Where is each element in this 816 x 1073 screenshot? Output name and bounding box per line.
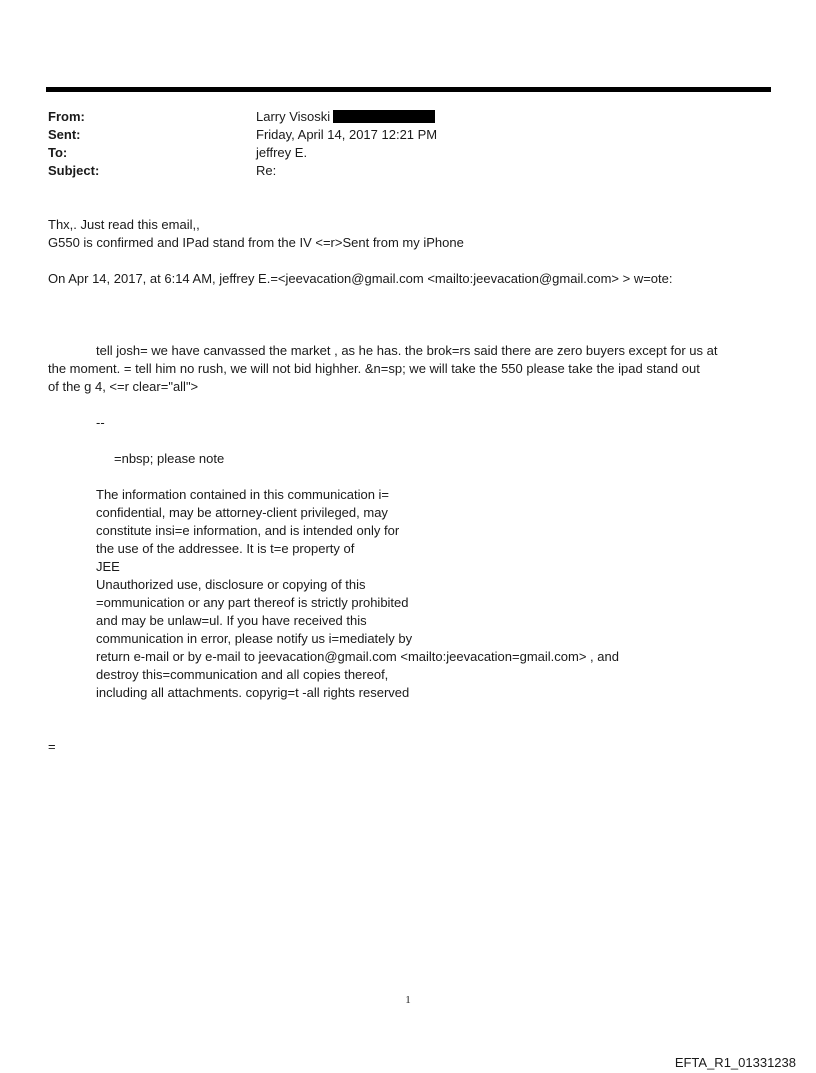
subject-label: Subject: xyxy=(48,163,100,178)
disclaimer-line: constitute insi=e information, and is intended only for xyxy=(96,523,400,538)
to-label: To: xyxy=(48,145,68,160)
disclaimer-line: including all attachments. copyrig=t -all rights reserved xyxy=(96,685,410,700)
page-number: 1 xyxy=(405,994,411,1006)
redaction-box xyxy=(333,110,435,123)
header-rule xyxy=(46,87,771,92)
trailing-equals: = xyxy=(48,739,56,754)
disclaimer-line: confidential, may be attorney-client privileged, may xyxy=(96,505,388,520)
disclaimer-line: destroy this=communication and all copies thereof, xyxy=(96,667,389,682)
disclaimer-line: return e-mail or by e-mail to jeevacation@gmail.com <mailto:jeevacation=gmail.com> , and xyxy=(96,649,619,664)
sent-value: Friday, April 14, 2017 12:21 PM xyxy=(256,127,438,142)
body-line-2: G550 is confirmed and IPad stand from the IV <=r>Sent from my iPhone xyxy=(48,235,464,250)
para1-line-1: tell josh= we have canvassed the market , as he has. the brok=rs said there are zero buyers except for us at xyxy=(96,343,718,358)
sent-label: Sent: xyxy=(48,127,81,142)
subject-value: Re: xyxy=(256,163,277,178)
disclaimer-line: JEE xyxy=(96,559,120,574)
disclaimer-line: the use of the addressee. It is t=e property of xyxy=(96,541,355,556)
disclaimer-line: and may be unlaw=ul. If you have received this xyxy=(96,613,367,628)
disclaimer-line: The information contained in this communication i= xyxy=(96,487,390,502)
from-name: Larry Visoski xyxy=(256,109,331,124)
disclaimer-line: communication in error, please notify us i=mediately by xyxy=(96,631,413,646)
from-value xyxy=(256,108,435,126)
para1-line-3: of the g 4, <=r clear="all"> xyxy=(48,379,199,394)
to-value: jeffrey E. xyxy=(256,145,308,160)
quote-intro: On Apr 14, 2017, at 6:14 AM, jeffrey E.=<jeevacation@gmail.com <mailto:jeevacation@gmail.com> > w=ote: xyxy=(48,271,673,286)
para1-line-2: the moment. = tell him no rush, we will not bid highher. &n=sp; we will take the 550 please take the ipad stand out xyxy=(48,361,700,376)
signature-dash: -- xyxy=(96,415,105,430)
from-label: From: xyxy=(48,109,85,124)
disclaimer-line: Unauthorized use, disclosure or copying of this xyxy=(96,577,366,592)
bates-number: EFTA_R1_01331238 xyxy=(674,1055,796,1070)
body-line-1: Thx,. Just read this email,, xyxy=(48,217,200,232)
disclaimer-line: =ommunication or any part thereof is strictly prohibited xyxy=(96,595,409,610)
nbsp-note: =nbsp; please note xyxy=(114,451,225,466)
